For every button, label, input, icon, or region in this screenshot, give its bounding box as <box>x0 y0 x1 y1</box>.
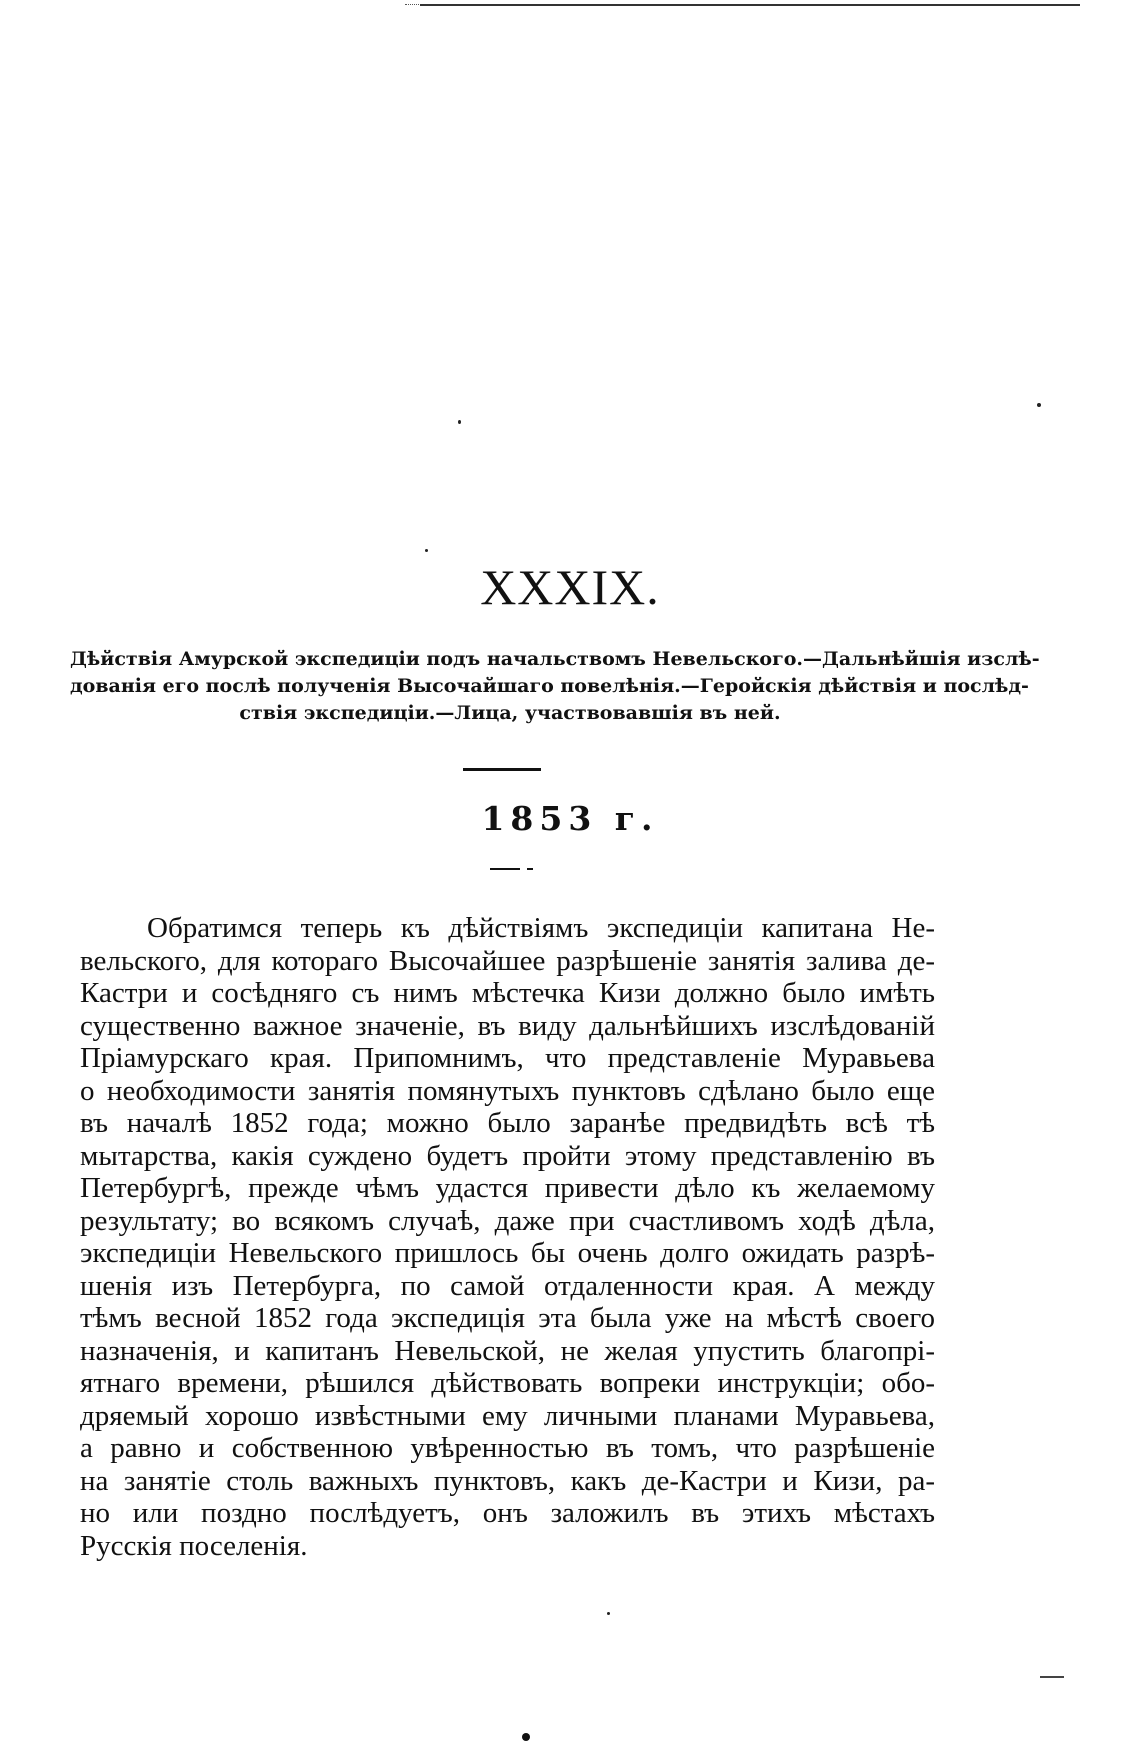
chapter-numeral: XXXIX. <box>480 559 660 615</box>
page-speck <box>458 420 461 424</box>
chapter-summary <box>70 646 1040 727</box>
text-line: вельского, для котораго Высочайшее разрѣшеніе занятія залива де- <box>80 944 935 977</box>
section-divider <box>463 768 541 771</box>
text-line: экспедиціи Невельского пришлось бы очень долго ожидать разрѣ- <box>80 1237 935 1269</box>
text-line: назначенія, и капитанъ Невельской, не желая упустить благопрі- <box>80 1334 935 1367</box>
text-line: шенія изъ Петербурга, по самой отдаленности края. А между <box>80 1269 935 1302</box>
text-line: мытарства, какія суждено будетъ пройти этому представленію въ <box>80 1139 935 1172</box>
text-line: Петербургѣ, прежде чѣмъ удастся привести дѣло къ желаемому <box>80 1172 935 1204</box>
text-line: Обратимся теперь къ дѣйствіямъ экспедиціи капитана Не- <box>147 912 935 944</box>
text-line: существенно важное значеніе, въ виду дальнѣйшихъ изслѣдованій <box>80 1009 935 1042</box>
page-speck <box>425 549 428 552</box>
text-line: о необходимости занятія помянутыхъ пунктовъ сдѣлано было еще <box>80 1074 935 1107</box>
text-line: Кастри и сосѣдняго съ нимъ мѣстечка Кизи должно было имѣть <box>80 977 935 1009</box>
year-heading: 1853 г. <box>481 799 659 838</box>
top-rule <box>420 4 1080 6</box>
text-line: тѣмъ весной 1852 года экспедиція эта была уже на мѣстѣ своего <box>80 1302 935 1334</box>
text-line: результату; во всякомъ случаѣ, даже при счастливомъ ходѣ дѣла, <box>80 1204 935 1237</box>
text-line: дряемый хорошо извѣстными ему личными планами Муравьева, <box>80 1399 935 1432</box>
page-speck <box>1037 403 1041 407</box>
summary-line: Дѣйствія Амурской экспедиціи подъ начальствомъ Невельского.—Дальнѣйшія изслѣ- <box>70 648 1040 670</box>
year-divider <box>490 868 520 870</box>
text-line: ятнаго времени, рѣшился дѣйствовать вопреки инструкціи; обо- <box>80 1367 935 1399</box>
text-line: въ началѣ 1852 года; можно было заранѣе предвидѣть всѣ тѣ <box>80 1107 935 1139</box>
body-paragraph <box>80 912 935 1562</box>
text-line: а равно и собственною увѣренностью въ томъ, что разрѣшеніе <box>80 1432 935 1464</box>
text-line: Русскія поселенія. <box>80 1529 308 1562</box>
summary-line: дованія его послѣ полученія Высочайшаго повелѣнія.—Геройскія дѣйствія и послѣд- <box>70 675 1029 697</box>
year-divider-dash <box>527 868 533 870</box>
summary-line: ствія экспедиціи.—Лица, участвовавшія въ ней. <box>239 702 781 724</box>
text-line: но или поздно послѣдуетъ, онъ заложилъ въ этихъ мѣстахъ <box>80 1497 935 1529</box>
bottom-mark <box>522 1733 530 1741</box>
text-line: на занятіе столь важныхъ пунктовъ, какъ де-Кастри и Кизи, ра- <box>80 1464 935 1497</box>
margin-mark <box>1040 1676 1064 1678</box>
page-speck <box>607 1612 610 1615</box>
text-line: Пріамурскаго края. Припомнимъ, что представленіе Муравьева <box>80 1042 935 1074</box>
